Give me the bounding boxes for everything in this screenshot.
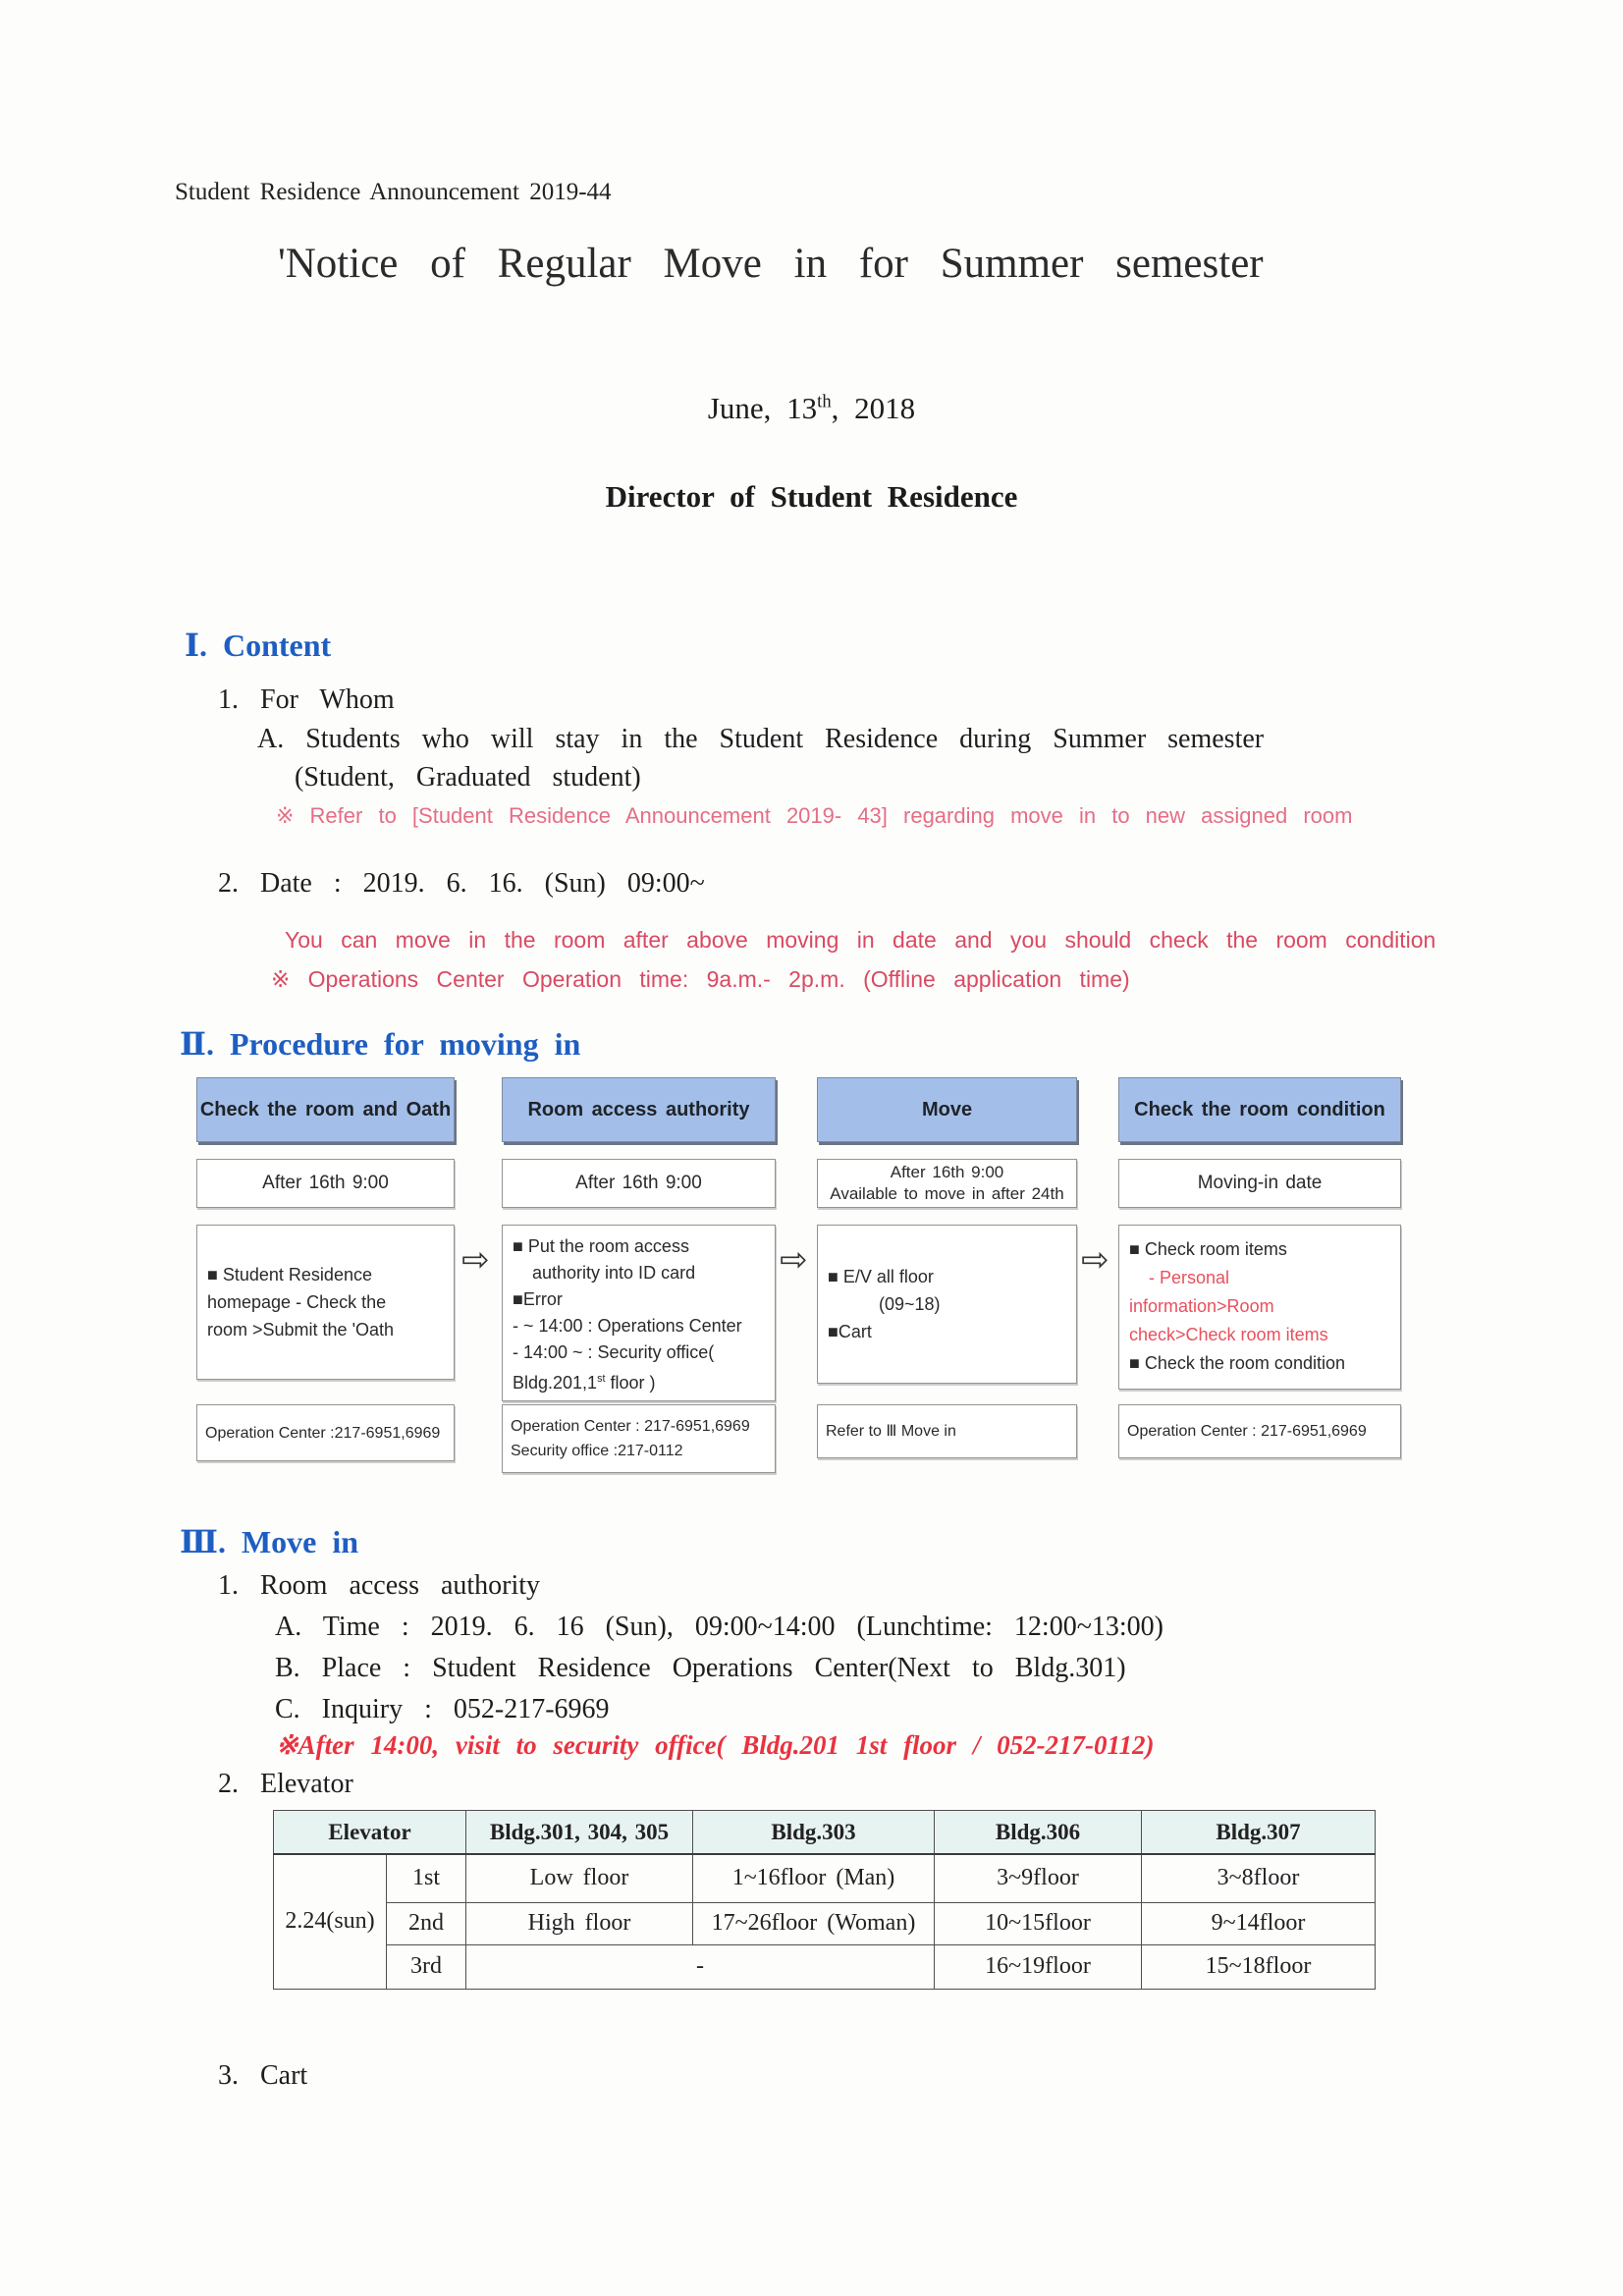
timing-line: After 16th 9:00 [575, 1173, 702, 1193]
cell-value: 17~26floor (Woman) [693, 1902, 935, 1944]
sup-text: st [597, 1373, 606, 1385]
flow-step-body [502, 1225, 776, 1401]
flow-step-timing [817, 1159, 1077, 1208]
issue-date-post: , 2018 [831, 391, 916, 425]
timing-line: Moving-in date [1197, 1173, 1323, 1193]
issue-date [0, 391, 1623, 426]
body-line: ■ Check room items [1129, 1239, 1287, 1259]
cell-value: 10~15floor [935, 1902, 1142, 1944]
table-row [274, 1944, 1376, 1989]
section-3-item-elevator: 2. Elevator [218, 1769, 353, 1799]
contact-line: Security office :217-0112 [511, 1443, 683, 1459]
cell-value: High floor [466, 1902, 693, 1944]
flow-column-check-room-oath [196, 1077, 455, 1473]
document-title: 'Notice of Regular Move in for Summer semester [278, 241, 1264, 287]
section-3-item-place: B. Place : Student Residence Operations Center(Next to Bldg.301) [275, 1653, 1126, 1683]
body-line: check>Check room items [1129, 1325, 1328, 1344]
cell-value: 15~18floor [1142, 1944, 1376, 1989]
contact-line: Operation Center :217-6951,6969 [205, 1424, 441, 1442]
body-line: information>Room [1129, 1296, 1274, 1316]
section-3-item-inquiry: C. Inquiry : 052-217-6969 [275, 1694, 610, 1724]
body-line: ■Cart [828, 1322, 872, 1341]
flow-column-check-condition [1118, 1077, 1401, 1473]
section-1-reference-note: ※ Refer to [Student Residence Announcement 2019- 43] regarding move in to new assigned room [276, 803, 1353, 828]
section-1-date-note-2: ※ Operations Center Operation time: 9a.m.- 2p.m. (Offline application time) [271, 966, 1130, 992]
contact-line: Refer to Ⅲ Move in [826, 1423, 956, 1440]
header-bldg-307: Bldg.307 [1142, 1811, 1376, 1855]
section-3-item-time: A. Time : 2019. 6. 16 (Sun), 09:00~14:00 (Lunchtime: 12:00~13:00) [275, 1612, 1163, 1642]
body-line: - ~ 14:00 : Operations Center [513, 1316, 742, 1336]
timing-line: After 16th 9:00 [262, 1173, 389, 1193]
procedure-flowchart [196, 1077, 1404, 1473]
timing-line: After 16th 9:00 [890, 1163, 1004, 1181]
flow-step-header: Move [817, 1077, 1077, 1142]
header-bldg-301-304-305: Bldg.301, 304, 305 [466, 1811, 693, 1855]
section-1-date-note-1: You can move in the room after above moving in date and you should check the room condition [285, 927, 1436, 953]
body-line: ■ E/V all floor [828, 1267, 934, 1286]
section-1-heading: Ⅰ. Content [185, 628, 332, 663]
table-header-row [274, 1811, 1376, 1855]
section-1-item-a-line1: A. Students who will stay in the Student Residence during Summer semester [257, 724, 1265, 754]
flow-step-body [817, 1225, 1077, 1384]
sup-post: floor ) [605, 1373, 656, 1393]
flow-step-contact [817, 1404, 1077, 1458]
right-arrow-icon: ⇨ [780, 1240, 808, 1280]
header-elevator: Elevator [274, 1811, 466, 1855]
issue-date-pre: June, 13 [707, 391, 818, 425]
section-3-item-cart: 3. Cart [218, 2060, 308, 2091]
cell-ordinal: 2nd [387, 1902, 466, 1944]
section-2-heading: Ⅱ. Procedure for moving in [180, 1026, 581, 1062]
body-line: homepage - Check the [207, 1292, 387, 1312]
body-line: - 14:00 ~ : Security office( [513, 1342, 715, 1362]
section-3-heading: Ⅲ. Move in [180, 1524, 359, 1559]
cell-ordinal: 3rd [387, 1944, 466, 1989]
header-bldg-303: Bldg.303 [693, 1811, 935, 1855]
issuer-title: Director of Student Residence [605, 479, 1018, 514]
right-arrow-icon: ⇨ [1081, 1240, 1109, 1280]
section-1-item-for-whom: 1. For Whom [218, 684, 395, 715]
issue-date-superscript: th [817, 391, 832, 412]
right-arrow-icon: ⇨ [461, 1240, 490, 1280]
flow-column-move [817, 1077, 1077, 1473]
cell-value: 3~9floor [935, 1854, 1142, 1902]
contact-line: Operation Center : 217-6951,6969 [1127, 1423, 1367, 1440]
contact-line: Operation Center : 217-6951,6969 [511, 1418, 750, 1435]
body-line: (09~18) [879, 1294, 941, 1314]
body-line: ■Error [513, 1289, 563, 1309]
section-3-security-note: ※After 14:00, visit to security office( Bldg.201 1st floor / 052-217-0112) [276, 1730, 1155, 1760]
body-line: room >Submit the 'Oath [207, 1320, 395, 1339]
flow-step-body [1118, 1225, 1401, 1390]
flow-step-header: Check the room condition [1118, 1077, 1401, 1142]
sup-pre: Bldg.201,1 [513, 1373, 598, 1393]
cell-ordinal: 1st [387, 1854, 466, 1902]
body-line: authority into ID card [532, 1263, 696, 1283]
elevator-table [273, 1810, 1376, 1990]
flow-column-room-access [502, 1077, 776, 1473]
cell-value: 1~16floor (Man) [693, 1854, 935, 1902]
cell-value: 3~8floor [1142, 1854, 1376, 1902]
flow-step-body [196, 1225, 455, 1380]
section-3-item-room-access: 1. Room access authority [218, 1570, 541, 1601]
cell-value: Low floor [466, 1854, 693, 1902]
flow-step-timing [196, 1159, 455, 1208]
flow-step-timing [1118, 1159, 1401, 1208]
flow-step-timing [502, 1159, 776, 1208]
flow-step-contact [1118, 1404, 1401, 1458]
body-line: ■ Check the room condition [1129, 1353, 1345, 1373]
header-bldg-306: Bldg.306 [935, 1811, 1142, 1855]
cell-value: 9~14floor [1142, 1902, 1376, 1944]
section-1-item-a-line2: (Student, Graduated student) [295, 762, 641, 793]
flow-step-header: Room access authority [502, 1077, 776, 1142]
body-line: - Personal [1149, 1268, 1230, 1287]
cell-value-merged: - [466, 1944, 935, 1989]
section-1-item-date: 2. Date : 2019. 6. 16. (Sun) 09:00~ [218, 868, 705, 899]
table-row [274, 1854, 1376, 1902]
table-row [274, 1902, 1376, 1944]
flow-step-contact [196, 1404, 455, 1461]
timing-line: Available to move in after 24th [830, 1184, 1064, 1203]
flow-step-contact [502, 1404, 776, 1473]
flow-step-header: Check the room and Oath [196, 1077, 455, 1142]
announcement-number: Student Residence Announcement 2019-44 [175, 179, 612, 205]
cell-value: 16~19floor [935, 1944, 1142, 1989]
body-line: ■ Put the room access [513, 1236, 689, 1256]
body-line: ■ Student Residence [207, 1265, 372, 1285]
body-line-superscript [513, 1366, 765, 1396]
cell-date: 2.24(sun) [274, 1854, 387, 1989]
